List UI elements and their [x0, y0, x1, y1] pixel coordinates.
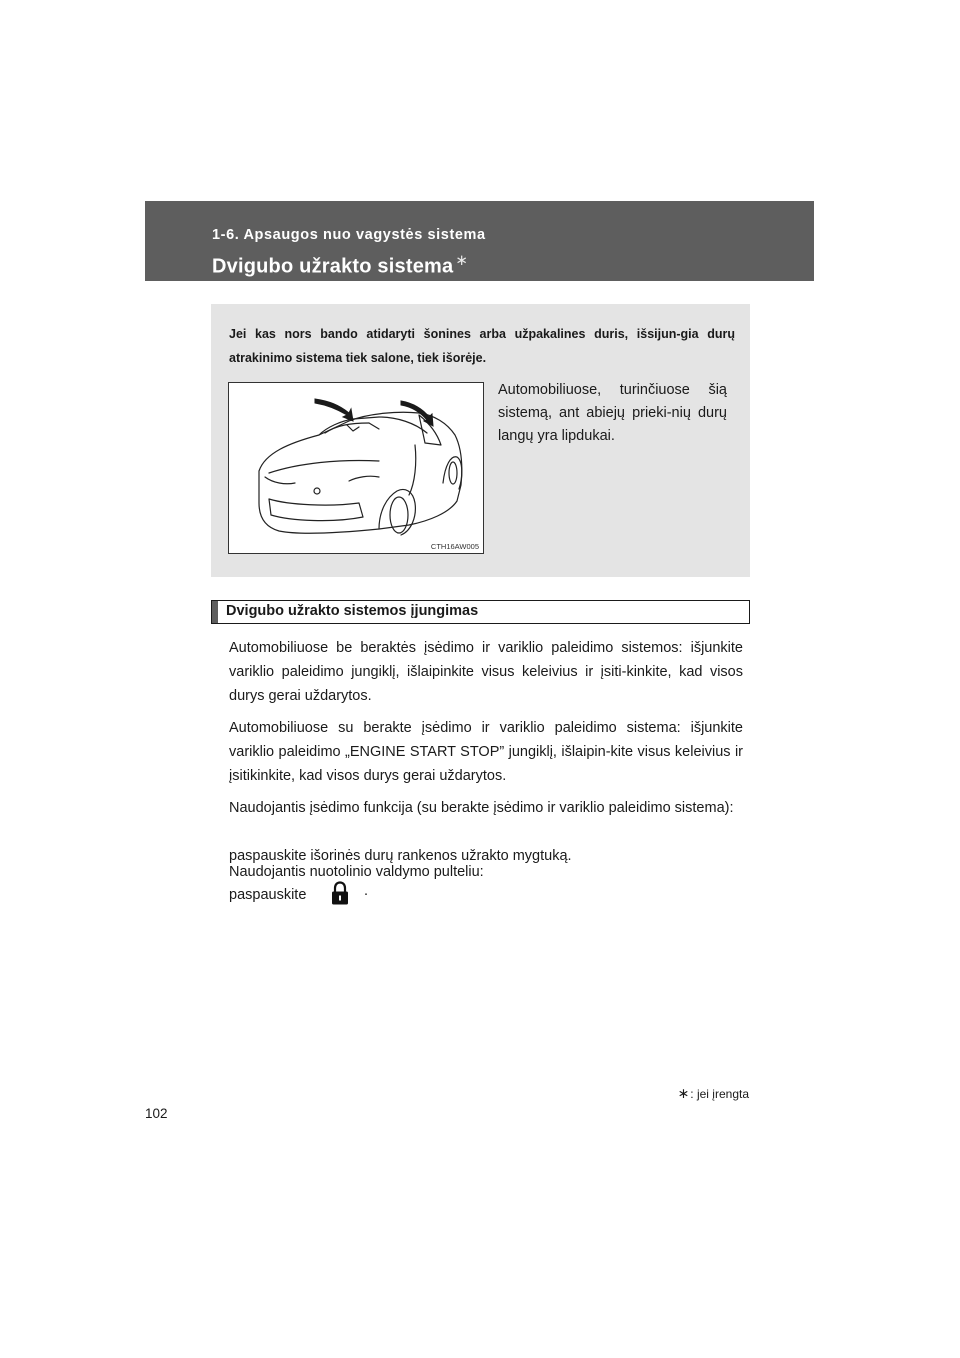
- intro-text: Jei kas nors bando atidaryti šonines arba užpakalines duris, išsijun-gia durų atrakinimo sistema tiek salone, tiek išorėje.: [229, 327, 735, 365]
- page-title-text: Dvigubo užrakto sistema: [212, 255, 454, 278]
- intro-box: [211, 304, 750, 577]
- title-footnote-marker: ∗: [455, 252, 469, 269]
- page-number: 102: [145, 1106, 168, 1121]
- lock-icon: [329, 881, 351, 907]
- entry-function-instruction: paspauskite išorinės durų rankenos užrakto mygtuką.: [229, 848, 572, 864]
- section-label: 1-6. Apsaugos nuo vagystės sistema: [212, 227, 486, 243]
- car-illustration: [228, 382, 484, 554]
- remote-instruction: paspauskite: [229, 887, 307, 903]
- instruction-period: .: [364, 883, 369, 899]
- subheading-text: Dvigubo užrakto sistemos įjungimas: [226, 603, 479, 619]
- remote-heading: Naudojantis nuotolinio valdymo pulteliu:: [229, 864, 484, 880]
- page-title: [212, 251, 468, 279]
- subheading-marker: [212, 601, 218, 623]
- footnote: [678, 1085, 749, 1102]
- car-drawing: [229, 383, 483, 553]
- paragraph-smart-key: Automobiliuose su berakte įsėdimo ir variklio paleidimo sistema: išjunkite variklio paleidimo „ENGINE START STOP” jungiklį, išlaipin-kite visus keleivius ir įsitikinkite, kad visos durys gerai uždarytos.: [229, 720, 743, 784]
- paragraph-entry-function: Naudojantis įsėdimo funkcija (su berakte įsėdimo ir variklio paleidimo sistema):: [229, 800, 734, 816]
- footnote-text: : jei įrengta: [690, 1087, 749, 1101]
- sticker-note: Automobiliuose, turinčiuose šią sistemą, ant abiejų prieki-nių durų langų yra lipdukai.: [498, 382, 727, 444]
- page-header: [145, 201, 814, 281]
- figure-code: CTH16AW005: [430, 542, 479, 551]
- footnote-marker: ∗: [677, 1085, 690, 1101]
- paragraph-no-smart-key: Automobiliuose be beraktės įsėdimo ir variklio paleidimo sistemos: išjunkite variklio paleidimo jungiklį, išlaipinkite visus keleivius ir įsiti-kinkite, kad visos durys gerai uždarytos.: [229, 640, 743, 704]
- subheading: [211, 600, 750, 624]
